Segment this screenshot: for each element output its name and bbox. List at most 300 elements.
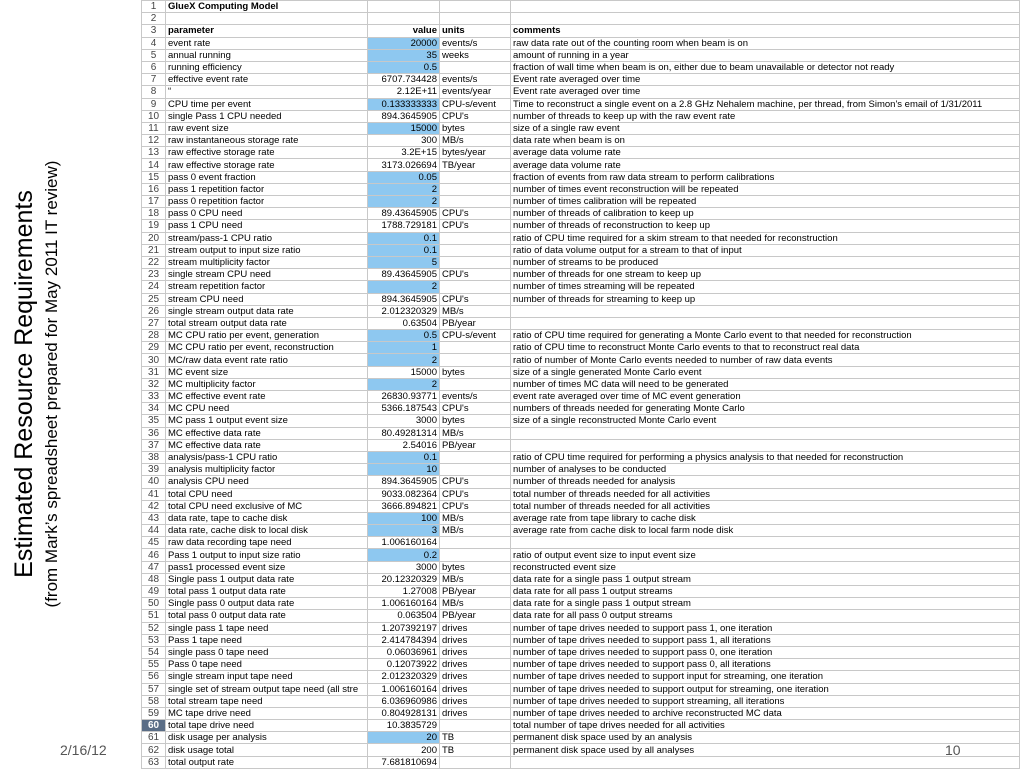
comments-cell[interactable]: number of tape drives needed to support input for streaming, one iteration: [511, 671, 1020, 683]
comments-cell[interactable]: number of times event reconstruction will be repeated: [511, 183, 1020, 195]
comments-cell[interactable]: data rate for all pass 1 output streams: [511, 586, 1020, 598]
table-row[interactable]: [142, 317, 1020, 329]
parameter-cell[interactable]: Single pass 1 output data rate: [166, 573, 368, 585]
row-number[interactable]: 58: [142, 695, 166, 707]
table-row[interactable]: [142, 732, 1020, 744]
table-row[interactable]: [142, 25, 1020, 37]
table-row[interactable]: [142, 98, 1020, 110]
comments-cell[interactable]: fraction of events from raw data stream to perform calibrations: [511, 171, 1020, 183]
parameter-cell[interactable]: MC multiplicity factor: [166, 378, 368, 390]
value-cell[interactable]: 0.1: [368, 244, 440, 256]
table-row[interactable]: [142, 476, 1020, 488]
parameter-cell[interactable]: “: [166, 86, 368, 98]
comments-cell[interactable]: number of times calibration will be repeated: [511, 196, 1020, 208]
comments-cell[interactable]: number of streams to be produced: [511, 256, 1020, 268]
row-number[interactable]: 26: [142, 305, 166, 317]
comments-cell[interactable]: data rate when beam is on: [511, 135, 1020, 147]
row-number[interactable]: 1: [142, 1, 166, 13]
value-cell[interactable]: 0.06036961: [368, 646, 440, 658]
table-row[interactable]: [142, 256, 1020, 268]
table-row[interactable]: [142, 671, 1020, 683]
row-number[interactable]: 4: [142, 37, 166, 49]
parameter-cell[interactable]: parameter: [166, 25, 368, 37]
comments-cell[interactable]: ratio of CPU time required for generating a Monte Carlo event to that needed for reconstruction: [511, 330, 1020, 342]
parameter-cell[interactable]: CPU time per event: [166, 98, 368, 110]
row-number[interactable]: 16: [142, 183, 166, 195]
comments-cell[interactable]: comments: [511, 25, 1020, 37]
comments-cell[interactable]: number of tape drives needed to archive reconstructed MC data: [511, 707, 1020, 719]
comments-cell[interactable]: permanent disk space used by an analysis: [511, 732, 1020, 744]
row-number[interactable]: 50: [142, 598, 166, 610]
units-cell[interactable]: TB: [440, 744, 511, 756]
table-row[interactable]: [142, 488, 1020, 500]
table-row[interactable]: [142, 695, 1020, 707]
table-row[interactable]: [142, 427, 1020, 439]
parameter-cell[interactable]: stream/pass-1 CPU ratio: [166, 232, 368, 244]
parameter-cell[interactable]: MC event size: [166, 366, 368, 378]
comments-cell[interactable]: average data volume rate: [511, 159, 1020, 171]
units-cell[interactable]: CPU's: [440, 293, 511, 305]
units-cell[interactable]: MB/s: [440, 427, 511, 439]
parameter-cell[interactable]: disk usage per analysis: [166, 732, 368, 744]
row-number[interactable]: 45: [142, 537, 166, 549]
table-row[interactable]: [142, 744, 1020, 756]
comments-cell[interactable]: number of threads for one stream to keep up: [511, 269, 1020, 281]
row-number[interactable]: 51: [142, 610, 166, 622]
table-row[interactable]: [142, 208, 1020, 220]
row-number[interactable]: 52: [142, 622, 166, 634]
row-number[interactable]: 13: [142, 147, 166, 159]
units-cell[interactable]: events/s: [440, 391, 511, 403]
parameter-cell[interactable]: GlueX Computing Model: [166, 1, 368, 13]
parameter-cell[interactable]: single pass 1 tape need: [166, 622, 368, 634]
row-number[interactable]: 30: [142, 354, 166, 366]
table-row[interactable]: [142, 13, 1020, 25]
comments-cell[interactable]: number of tape drives needed to support pass 1, all iterations: [511, 634, 1020, 646]
units-cell[interactable]: [440, 183, 511, 195]
comments-cell[interactable]: total number of tape drives needed for all activities: [511, 720, 1020, 732]
comments-cell[interactable]: size of a single generated Monte Carlo event: [511, 366, 1020, 378]
comments-cell[interactable]: number of times streaming will be repeated: [511, 281, 1020, 293]
row-number[interactable]: 32: [142, 378, 166, 390]
row-number[interactable]: 14: [142, 159, 166, 171]
row-number[interactable]: 55: [142, 659, 166, 671]
comments-cell[interactable]: permanent disk space used by all analyses: [511, 744, 1020, 756]
units-cell[interactable]: events/s: [440, 37, 511, 49]
comments-cell[interactable]: number of tape drives needed to support output for streaming, one iteration: [511, 683, 1020, 695]
value-cell[interactable]: 100: [368, 512, 440, 524]
parameter-cell[interactable]: annual running: [166, 49, 368, 61]
value-cell[interactable]: 10: [368, 464, 440, 476]
row-number[interactable]: 19: [142, 220, 166, 232]
comments-cell[interactable]: fraction of wall time when beam is on, either due to beam unavailable or detector not ready: [511, 61, 1020, 73]
row-number[interactable]: 10: [142, 110, 166, 122]
parameter-cell[interactable]: raw event size: [166, 122, 368, 134]
comments-cell[interactable]: data rate for a single pass 1 output stream: [511, 598, 1020, 610]
table-row[interactable]: [142, 330, 1020, 342]
parameter-cell[interactable]: [166, 13, 368, 25]
value-cell[interactable]: 5: [368, 256, 440, 268]
parameter-cell[interactable]: data rate, tape to cache disk: [166, 512, 368, 524]
units-cell[interactable]: CPU's: [440, 500, 511, 512]
parameter-cell[interactable]: MC tape drive need: [166, 707, 368, 719]
row-number[interactable]: 3: [142, 25, 166, 37]
units-cell[interactable]: drives: [440, 659, 511, 671]
table-row[interactable]: [142, 464, 1020, 476]
parameter-cell[interactable]: data rate, cache disk to local disk: [166, 525, 368, 537]
parameter-cell[interactable]: stream CPU need: [166, 293, 368, 305]
row-number[interactable]: 62: [142, 744, 166, 756]
units-cell[interactable]: [440, 61, 511, 73]
row-number[interactable]: 15: [142, 171, 166, 183]
parameter-cell[interactable]: stream repetition factor: [166, 281, 368, 293]
parameter-cell[interactable]: single pass 0 tape need: [166, 646, 368, 658]
table-row[interactable]: [142, 586, 1020, 598]
value-cell[interactable]: [368, 1, 440, 13]
table-row[interactable]: [142, 403, 1020, 415]
units-cell[interactable]: bytes: [440, 415, 511, 427]
comments-cell[interactable]: ratio of CPU time to reconstruct Monte Carlo events to that to reconstruct real data: [511, 342, 1020, 354]
value-cell[interactable]: 7.681810694: [368, 756, 440, 768]
row-number[interactable]: 38: [142, 451, 166, 463]
row-number[interactable]: 33: [142, 391, 166, 403]
units-cell[interactable]: MB/s: [440, 305, 511, 317]
row-number[interactable]: 44: [142, 525, 166, 537]
row-number[interactable]: 42: [142, 500, 166, 512]
value-cell[interactable]: 0.1: [368, 451, 440, 463]
row-number[interactable]: 11: [142, 122, 166, 134]
value-cell[interactable]: 15000: [368, 122, 440, 134]
row-number[interactable]: 6: [142, 61, 166, 73]
row-number[interactable]: 56: [142, 671, 166, 683]
parameter-cell[interactable]: stream output to input size ratio: [166, 244, 368, 256]
parameter-cell[interactable]: MC effective data rate: [166, 427, 368, 439]
comments-cell[interactable]: amount of running in a year: [511, 49, 1020, 61]
value-cell[interactable]: 3.2E+15: [368, 147, 440, 159]
value-cell[interactable]: 3: [368, 525, 440, 537]
parameter-cell[interactable]: total CPU need: [166, 488, 368, 500]
table-row[interactable]: [142, 122, 1020, 134]
value-cell[interactable]: 0.1: [368, 232, 440, 244]
parameter-cell[interactable]: total pass 0 output data rate: [166, 610, 368, 622]
value-cell[interactable]: 80.49281314: [368, 427, 440, 439]
table-row[interactable]: [142, 281, 1020, 293]
parameter-cell[interactable]: Pass 1 tape need: [166, 634, 368, 646]
units-cell[interactable]: CPU's: [440, 110, 511, 122]
row-number[interactable]: 21: [142, 244, 166, 256]
value-cell[interactable]: 1788.729181: [368, 220, 440, 232]
units-cell[interactable]: CPU's: [440, 403, 511, 415]
value-cell[interactable]: 894.3645905: [368, 476, 440, 488]
units-cell[interactable]: drives: [440, 671, 511, 683]
row-number[interactable]: 8: [142, 86, 166, 98]
row-number[interactable]: 5: [142, 49, 166, 61]
comments-cell[interactable]: total number of threads needed for all activities: [511, 500, 1020, 512]
value-cell[interactable]: 1.27008: [368, 586, 440, 598]
row-number[interactable]: 35: [142, 415, 166, 427]
units-cell[interactable]: [440, 342, 511, 354]
comments-cell[interactable]: number of threads for streaming to keep up: [511, 293, 1020, 305]
comments-cell[interactable]: number of threads of calibration to keep up: [511, 208, 1020, 220]
parameter-cell[interactable]: total tape drive need: [166, 720, 368, 732]
comments-cell[interactable]: number of tape drives needed to support streaming, all iterations: [511, 695, 1020, 707]
table-row[interactable]: [142, 500, 1020, 512]
value-cell[interactable]: 0.05: [368, 171, 440, 183]
row-number[interactable]: 54: [142, 646, 166, 658]
table-row[interactable]: [142, 610, 1020, 622]
parameter-cell[interactable]: MC pass 1 output event size: [166, 415, 368, 427]
parameter-cell[interactable]: MC CPU ratio per event, generation: [166, 330, 368, 342]
row-number[interactable]: 9: [142, 98, 166, 110]
value-cell[interactable]: 35: [368, 49, 440, 61]
comments-cell[interactable]: number of tape drives needed to support pass 1, one iteration: [511, 622, 1020, 634]
parameter-cell[interactable]: stream multiplicity factor: [166, 256, 368, 268]
parameter-cell[interactable]: pass 0 event fraction: [166, 171, 368, 183]
comments-cell[interactable]: [511, 13, 1020, 25]
value-cell[interactable]: 6707.734428: [368, 74, 440, 86]
table-row[interactable]: [142, 110, 1020, 122]
value-cell[interactable]: 6.036960986: [368, 695, 440, 707]
value-cell[interactable]: 3000: [368, 415, 440, 427]
units-cell[interactable]: drives: [440, 634, 511, 646]
table-row[interactable]: [142, 634, 1020, 646]
value-cell[interactable]: 2: [368, 378, 440, 390]
row-number[interactable]: 46: [142, 549, 166, 561]
comments-cell[interactable]: [511, 317, 1020, 329]
comments-cell[interactable]: number of times MC data will need to be generated: [511, 378, 1020, 390]
value-cell[interactable]: 20.12320329: [368, 573, 440, 585]
value-cell[interactable]: 89.43645905: [368, 208, 440, 220]
comments-cell[interactable]: average rate from cache disk to local farm node disk: [511, 525, 1020, 537]
value-cell[interactable]: 1: [368, 342, 440, 354]
parameter-cell[interactable]: Pass 1 output to input size ratio: [166, 549, 368, 561]
row-number[interactable]: 36: [142, 427, 166, 439]
row-number[interactable]: 40: [142, 476, 166, 488]
parameter-cell[interactable]: raw instantaneous storage rate: [166, 135, 368, 147]
parameter-cell[interactable]: single stream input tape need: [166, 671, 368, 683]
value-cell[interactable]: 1.207392197: [368, 622, 440, 634]
value-cell[interactable]: 89.43645905: [368, 269, 440, 281]
parameter-cell[interactable]: single set of stream output tape need (all stre: [166, 683, 368, 695]
value-cell[interactable]: 2: [368, 196, 440, 208]
comments-cell[interactable]: ratio of CPU time required for a skim stream to that needed for reconstruction: [511, 232, 1020, 244]
value-cell[interactable]: 894.3645905: [368, 110, 440, 122]
table-row[interactable]: [142, 525, 1020, 537]
comments-cell[interactable]: [511, 1, 1020, 13]
units-cell[interactable]: MB/s: [440, 525, 511, 537]
value-cell[interactable]: 2: [368, 281, 440, 293]
units-cell[interactable]: CPU's: [440, 208, 511, 220]
table-row[interactable]: [142, 391, 1020, 403]
units-cell[interactable]: [440, 244, 511, 256]
row-number[interactable]: 23: [142, 269, 166, 281]
parameter-cell[interactable]: Single pass 0 output data rate: [166, 598, 368, 610]
parameter-cell[interactable]: analysis multiplicity factor: [166, 464, 368, 476]
comments-cell[interactable]: reconstructed event size: [511, 561, 1020, 573]
parameter-cell[interactable]: raw data recording tape need: [166, 537, 368, 549]
parameter-cell[interactable]: single Pass 1 CPU needed: [166, 110, 368, 122]
table-row[interactable]: [142, 61, 1020, 73]
table-row[interactable]: [142, 622, 1020, 634]
parameter-cell[interactable]: analysis CPU need: [166, 476, 368, 488]
parameter-cell[interactable]: MC effective event rate: [166, 391, 368, 403]
table-row[interactable]: [142, 366, 1020, 378]
value-cell[interactable]: 9033.082364: [368, 488, 440, 500]
comments-cell[interactable]: [511, 427, 1020, 439]
value-cell[interactable]: 26830.93771: [368, 391, 440, 403]
table-row[interactable]: [142, 244, 1020, 256]
table-row[interactable]: [142, 537, 1020, 549]
value-cell[interactable]: 2: [368, 354, 440, 366]
value-cell[interactable]: 0.133333333: [368, 98, 440, 110]
units-cell[interactable]: bytes/year: [440, 147, 511, 159]
parameter-cell[interactable]: effective event rate: [166, 74, 368, 86]
units-cell[interactable]: PB/year: [440, 317, 511, 329]
row-number[interactable]: 63: [142, 756, 166, 768]
row-number[interactable]: 18: [142, 208, 166, 220]
parameter-cell[interactable]: pass 1 repetition factor: [166, 183, 368, 195]
parameter-cell[interactable]: pass 1 CPU need: [166, 220, 368, 232]
table-row[interactable]: [142, 74, 1020, 86]
value-cell[interactable]: 2.414784394: [368, 634, 440, 646]
units-cell[interactable]: drives: [440, 622, 511, 634]
parameter-cell[interactable]: total CPU need exclusive of MC: [166, 500, 368, 512]
table-row[interactable]: [142, 378, 1020, 390]
parameter-cell[interactable]: total stream output data rate: [166, 317, 368, 329]
parameter-cell[interactable]: Pass 0 tape need: [166, 659, 368, 671]
table-row[interactable]: [142, 196, 1020, 208]
table-row[interactable]: [142, 451, 1020, 463]
comments-cell[interactable]: data rate for all pass 0 output streams: [511, 610, 1020, 622]
value-cell[interactable]: 1.006160164: [368, 598, 440, 610]
value-cell[interactable]: 0.804928131: [368, 707, 440, 719]
parameter-cell[interactable]: running efficiency: [166, 61, 368, 73]
units-cell[interactable]: CPU's: [440, 476, 511, 488]
units-cell[interactable]: drives: [440, 707, 511, 719]
comments-cell[interactable]: average rate from tape library to cache disk: [511, 512, 1020, 524]
value-cell[interactable]: 0.12073922: [368, 659, 440, 671]
comments-cell[interactable]: ratio of output event size to input event size: [511, 549, 1020, 561]
units-cell[interactable]: bytes: [440, 561, 511, 573]
table-row[interactable]: [142, 756, 1020, 768]
row-number[interactable]: 29: [142, 342, 166, 354]
units-cell[interactable]: bytes: [440, 366, 511, 378]
comments-cell[interactable]: number of threads to keep up with the raw event rate: [511, 110, 1020, 122]
table-row[interactable]: [142, 293, 1020, 305]
value-cell[interactable]: 3173.026694: [368, 159, 440, 171]
comments-cell[interactable]: number of tape drives needed to support pass 0, all iterations: [511, 659, 1020, 671]
value-cell[interactable]: 1.006160164: [368, 683, 440, 695]
units-cell[interactable]: MB/s: [440, 598, 511, 610]
value-cell[interactable]: 10.3835729: [368, 720, 440, 732]
units-cell[interactable]: events/year: [440, 86, 511, 98]
value-cell[interactable]: 0.63504: [368, 317, 440, 329]
value-cell[interactable]: 200: [368, 744, 440, 756]
comments-cell[interactable]: [511, 439, 1020, 451]
units-cell[interactable]: units: [440, 25, 511, 37]
row-number[interactable]: 34: [142, 403, 166, 415]
table-row[interactable]: [142, 720, 1020, 732]
row-number[interactable]: 47: [142, 561, 166, 573]
row-number[interactable]: 31: [142, 366, 166, 378]
table-row[interactable]: [142, 354, 1020, 366]
parameter-cell[interactable]: MC/raw data event rate ratio: [166, 354, 368, 366]
row-number[interactable]: 48: [142, 573, 166, 585]
table-row[interactable]: [142, 305, 1020, 317]
comments-cell[interactable]: ratio of number of Monte Carlo events needed to number of raw data events: [511, 354, 1020, 366]
value-cell[interactable]: [368, 13, 440, 25]
table-row[interactable]: [142, 220, 1020, 232]
row-number[interactable]: 57: [142, 683, 166, 695]
parameter-cell[interactable]: total output rate: [166, 756, 368, 768]
units-cell[interactable]: CPU-s/event: [440, 330, 511, 342]
parameter-cell[interactable]: event rate: [166, 37, 368, 49]
units-cell[interactable]: events/s: [440, 74, 511, 86]
value-cell[interactable]: 300: [368, 135, 440, 147]
parameter-cell[interactable]: MC effective data rate: [166, 439, 368, 451]
row-number[interactable]: 25: [142, 293, 166, 305]
table-row[interactable]: [142, 1, 1020, 13]
row-number[interactable]: 43: [142, 512, 166, 524]
table-row[interactable]: [142, 659, 1020, 671]
units-cell[interactable]: [440, 537, 511, 549]
table-row[interactable]: [142, 232, 1020, 244]
table-row[interactable]: [142, 646, 1020, 658]
table-row[interactable]: [142, 269, 1020, 281]
value-cell[interactable]: 2.12E+11: [368, 86, 440, 98]
parameter-cell[interactable]: raw effective storage rate: [166, 159, 368, 171]
comments-cell[interactable]: number of tape drives needed to support pass 0, one iteration: [511, 646, 1020, 658]
comments-cell[interactable]: ratio of data volume output for a stream to that of input: [511, 244, 1020, 256]
table-row[interactable]: [142, 415, 1020, 427]
units-cell[interactable]: CPU-s/event: [440, 98, 511, 110]
units-cell[interactable]: drives: [440, 646, 511, 658]
comments-cell[interactable]: [511, 756, 1020, 768]
value-cell[interactable]: 2: [368, 183, 440, 195]
units-cell[interactable]: [440, 281, 511, 293]
units-cell[interactable]: TB/year: [440, 159, 511, 171]
units-cell[interactable]: [440, 1, 511, 13]
row-number[interactable]: 37: [142, 439, 166, 451]
row-number[interactable]: 27: [142, 317, 166, 329]
comments-cell[interactable]: Time to reconstruct a single event on a 2.8 GHz Nehalem machine, per thread, from Simon's email of 1/31/2011: [511, 98, 1020, 110]
comments-cell[interactable]: ratio of CPU time required for performing a physics analysis to that needed for reconstruction: [511, 451, 1020, 463]
units-cell[interactable]: TB: [440, 732, 511, 744]
table-row[interactable]: [142, 171, 1020, 183]
units-cell[interactable]: PB/year: [440, 610, 511, 622]
value-cell[interactable]: 3666.894821: [368, 500, 440, 512]
parameter-cell[interactable]: MC CPU need: [166, 403, 368, 415]
row-number[interactable]: 22: [142, 256, 166, 268]
row-number[interactable]: 61: [142, 732, 166, 744]
value-cell[interactable]: 0.5: [368, 330, 440, 342]
comments-cell[interactable]: size of a single raw event: [511, 122, 1020, 134]
parameter-cell[interactable]: raw effective storage rate: [166, 147, 368, 159]
row-number[interactable]: 59: [142, 707, 166, 719]
value-cell[interactable]: 5366.187543: [368, 403, 440, 415]
units-cell[interactable]: [440, 232, 511, 244]
parameter-cell[interactable]: analysis/pass-1 CPU ratio: [166, 451, 368, 463]
parameter-cell[interactable]: pass 0 repetition factor: [166, 196, 368, 208]
value-cell[interactable]: 15000: [368, 366, 440, 378]
units-cell[interactable]: [440, 720, 511, 732]
table-row[interactable]: [142, 512, 1020, 524]
units-cell[interactable]: [440, 378, 511, 390]
comments-cell[interactable]: raw data rate out of the counting room when beam is on: [511, 37, 1020, 49]
units-cell[interactable]: CPU's: [440, 488, 511, 500]
value-cell[interactable]: 0.2: [368, 549, 440, 561]
comments-cell[interactable]: event rate averaged over time of MC event generation: [511, 391, 1020, 403]
